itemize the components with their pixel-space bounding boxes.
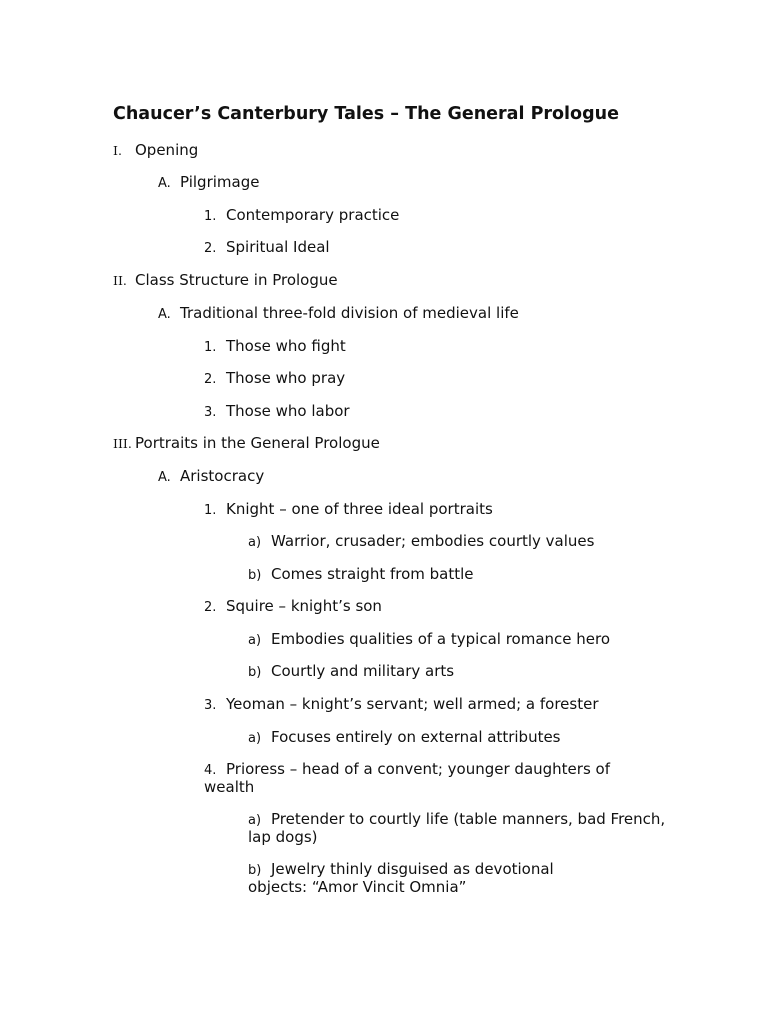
outline-text: Opening (135, 141, 199, 159)
outline-marker: 2. (204, 241, 217, 256)
outline-text: Knight – one of three ideal portraits (226, 500, 493, 518)
outline-text: Traditional three-fold division of medieval life (180, 304, 519, 322)
outline-marker: 2. (204, 600, 217, 615)
outline-item-squire-romance-hero (248, 630, 610, 650)
outline-text: Class Structure in Prologue (135, 271, 338, 289)
outline-item-knight-battle (248, 565, 474, 585)
outline-marker: 1. (204, 340, 217, 355)
outline-text: Prioress – head of a convent; younger daughters of wealth (204, 760, 610, 796)
outline-marker: 2. (204, 372, 217, 387)
outline-marker: 4. (204, 763, 217, 778)
outline-item-knight (204, 500, 493, 520)
outline-marker: a) (248, 535, 262, 550)
outline-text: Courtly and military arts (271, 662, 455, 680)
outline-item-opening (113, 141, 198, 160)
outline-marker: A. (158, 307, 171, 322)
outline-item-portraits (113, 434, 380, 453)
outline-marker: I. (113, 143, 122, 158)
outline-item-prioress (204, 761, 664, 796)
outline-text: Contemporary practice (226, 206, 400, 224)
outline-item-contemporary-practice (204, 206, 399, 226)
outline-text: Pilgrimage (180, 173, 260, 191)
outline-text: Spiritual Ideal (226, 238, 330, 256)
outline-item-those-who-labor (204, 402, 350, 422)
outline-item-squire (204, 597, 382, 617)
outline-text: Squire – knight’s son (226, 597, 382, 615)
outline-text: Portraits in the General Prologue (135, 434, 380, 452)
outline-item-knight-warrior (248, 532, 594, 552)
outline-marker: b) (248, 863, 262, 878)
outline-marker: a) (248, 813, 262, 828)
outline-marker: 3. (204, 405, 217, 420)
outline-marker: III. (113, 436, 132, 451)
outline-text: Focuses entirely on external attributes (271, 728, 561, 746)
outline-item-squire-arts (248, 662, 454, 682)
outline-marker: 3. (204, 698, 217, 713)
outline-marker: A. (158, 176, 171, 191)
outline-text: Those who fight (226, 337, 346, 355)
outline-marker: 1. (204, 209, 217, 224)
outline-marker: 1. (204, 503, 217, 518)
outline-text: Embodies qualities of a typical romance hero (271, 630, 611, 648)
outline-item-those-who-pray (204, 369, 345, 389)
outline-text: Warrior, crusader; embodies courtly values (271, 532, 595, 550)
outline-marker: a) (248, 633, 262, 648)
outline-text: Aristocracy (180, 467, 265, 485)
outline-item-yeoman-external (248, 728, 561, 748)
document-title: Chaucer’s Canterbury Tales – The General Prologue (113, 104, 619, 124)
outline-item-yeoman (204, 695, 599, 715)
outline-item-prioress-jewelry (248, 861, 608, 896)
outline-text: Those who labor (226, 402, 350, 420)
outline-text: Yeoman – knight’s servant; well armed; a forester (226, 695, 599, 713)
outline-text: Those who pray (226, 369, 346, 387)
outline-item-pilgrimage (158, 173, 259, 193)
outline-text: Pretender to courtly life (table manners, bad French, lap dogs) (248, 810, 666, 846)
outline-item-spiritual-ideal (204, 238, 330, 258)
outline-item-those-who-fight (204, 337, 346, 357)
outline-item-prioress-courtly (248, 811, 668, 846)
outline-marker: b) (248, 568, 262, 583)
outline-text: Comes straight from battle (271, 565, 474, 583)
outline-item-aristocracy (158, 467, 264, 487)
outline-item-three-fold-division (158, 304, 519, 324)
outline-marker: II. (113, 273, 127, 288)
outline-text: Jewelry thinly disguised as devotional objects: “Amor Vincit Omnia” (248, 860, 554, 896)
outline-marker: a) (248, 731, 262, 746)
outline-marker: A. (158, 470, 171, 485)
outline-marker: b) (248, 665, 262, 680)
outline-item-class-structure (113, 271, 338, 290)
